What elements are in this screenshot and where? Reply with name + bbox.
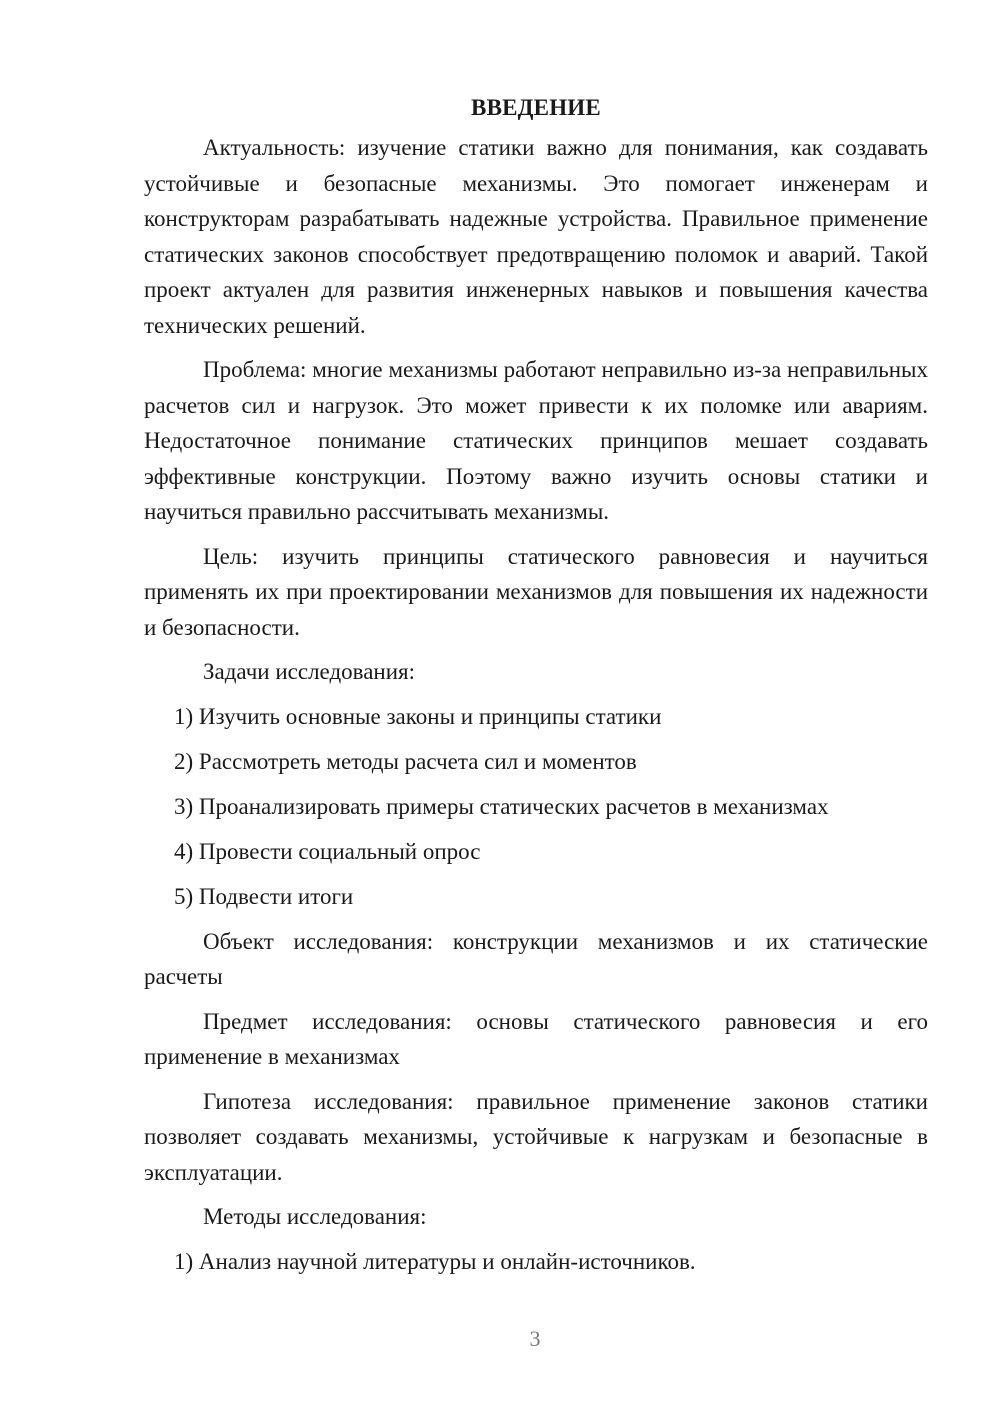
document-page [144,88,928,1289]
paragraph-object: Объект исследования: конструкции механизмов и их статические расчеты [144,928,928,989]
paragraph-relevance: Актуальность: изучение статики важно для понимания, как создавать устойчивые и безопасные механизмы. Это помогает инженерам и конструкторам разрабатывать надежные устройства. Правильное применение статических законов способствует предотвращению поломок и аварий. Такой проект актуален для развития инженерных навыков и повышения качества технических решений. [144,135,928,338]
section-heading: ВВЕДЕНИЕ [471,95,601,120]
paragraph-subject: Предмет исследования: основы статического равновесия и его применение в механизмах [144,1008,928,1069]
tasks-list [144,699,928,915]
list-item: 1) Изучить основные законы и принципы статики [174,703,662,729]
list-item: 2) Рассмотреть методы расчета сил и моментов [174,748,637,774]
paragraph-goal: Цель: изучить принципы статического равновесия и научиться применять их при проектировании механизмов для повышения их надежности и безопасности. [144,543,928,640]
paragraph-hypothesis: Гипотеза исследования: правильное применение законов статики позволяет создавать механизмы, устойчивые к нагрузкам и безопасные в эксплуатации. [144,1088,928,1185]
list-item: 3) Проанализировать примеры статических расчетов в механизмах [174,793,829,819]
methods-list [144,1244,928,1280]
methods-label: Методы исследования: [203,1204,427,1229]
list-item: 5) Подвести итоги [174,883,354,909]
list-item: 1) Анализ научной литературы и онлайн-источников. [174,1248,696,1274]
paragraph-problem: Проблема: многие механизмы работают неправильно из-за неправильных расчетов сил и нагрузок. Это может привести к их поломке или авариям. Недостаточное понимание статических принципов мешает создавать эффективные конструкции. Поэтому важно изучить основы статики и научиться правильно рассчитывать механизмы. [144,357,928,524]
page-number: 3 [529,1326,541,1351]
tasks-label: Задачи исследования: [203,659,416,684]
list-item: 4) Провести социальный опрос [174,838,481,864]
